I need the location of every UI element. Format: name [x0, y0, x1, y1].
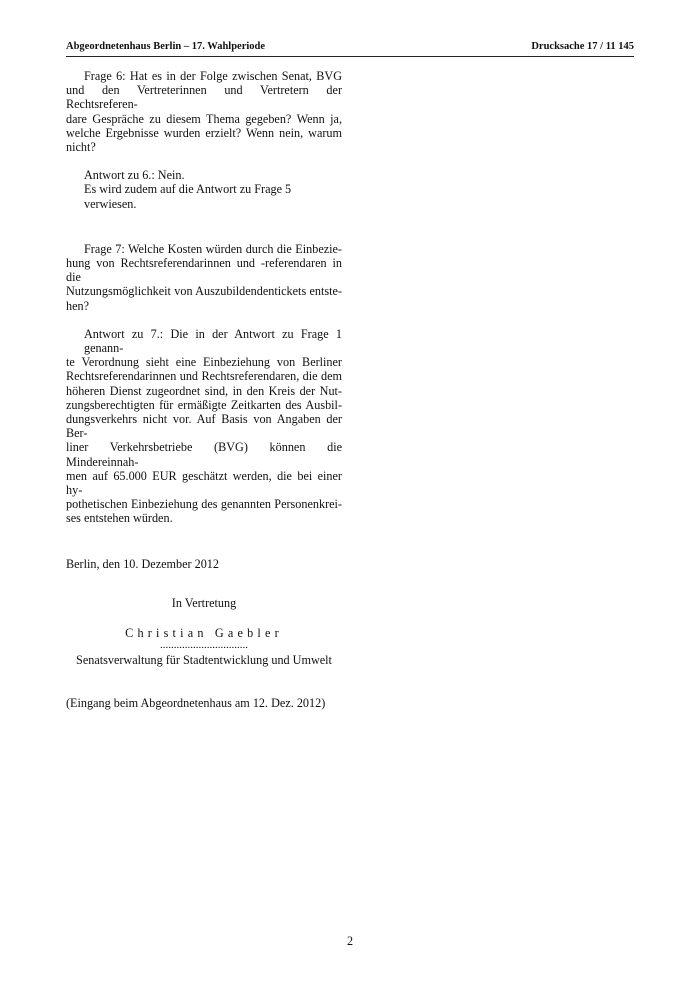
question-6-line: Frage 6: Hat es in der Folge zwischen Senat, BVG	[84, 69, 342, 83]
answer-7-line: Rechtsreferendarinnen und Rechtsreferendaren, die dem	[66, 369, 342, 384]
signer-name: Christian Gaebler	[125, 626, 283, 641]
answer-7-line: dungsverkehrs nicht vor. Auf Basis von Angaben der Ber-	[66, 412, 342, 441]
answer-7-line: liner Verkehrsbetriebe (BVG) können die Mindereinnah-	[66, 440, 342, 469]
answer-7-line: men auf 65.000 EUR geschätzt werden, die bei einer hy-	[66, 468, 342, 498]
answer-7-line: ses entstehen würden.	[66, 511, 173, 526]
question-7-line: hung von Rechtsreferendarinnen und -referendaren in die	[66, 256, 342, 285]
question-6-line: welche Ergebnisse wurden erzielt? Wenn nein, warum	[66, 125, 342, 140]
question-6-line: dare Gespräche zu diesem Thema gegeben? Wenn ja,	[66, 111, 342, 126]
representation-note: In Vertretung	[171, 595, 237, 610]
answer-7-line: Antwort zu 7.: Die in der Antwort zu Frage 1 genann-	[84, 326, 342, 356]
question-7-line: Frage 7: Welche Kosten würden durch die Einbezie-	[84, 241, 342, 256]
question-7-line: hen?	[66, 298, 90, 313]
header-document-number: Drucksache 17 / 11 145	[531, 41, 634, 52]
answer-6-line: Es wird zudem auf die Antwort zu Frage 5 verwiesen.	[84, 182, 292, 211]
answer-7-line: zungsberechtigten für ermäßigte Zeitkarten des Ausbil-	[66, 397, 342, 412]
page-number: 2	[346, 934, 354, 948]
answer-7-line: höheren Dienst zugeordnet sind, in den Kreis der Nut-	[66, 383, 342, 398]
answer-6	[66, 168, 342, 211]
place-date: Berlin, den 10. Dezember 2012	[66, 556, 219, 571]
question-6-line: und den Vertreterinnen und Vertretern der Rechtsreferen-	[66, 83, 342, 112]
header-parliament: Abgeordnetenhaus Berlin – 17. Wahlperiode	[66, 41, 266, 52]
question-6-line: nicht?	[66, 140, 96, 155]
page-header	[66, 40, 634, 57]
department-name: Senatsverwaltung für Stadtentwicklung und Umwelt	[76, 653, 332, 668]
answer-7	[66, 327, 342, 526]
answer-7-line: pothetischen Einbeziehung des genannten Personenkrei-	[66, 497, 342, 512]
receipt-note: (Eingang beim Abgeordnetenhaus am 12. Dez. 2012)	[66, 695, 326, 710]
question-7-line: Nutzungsmöglichkeit von Auszubildendentickets entste-	[66, 284, 342, 299]
main-column	[66, 69, 342, 710]
question-6	[66, 69, 342, 154]
answer-6-line: Antwort zu 6.: Nein.	[84, 168, 185, 183]
answer-7-line: te Verordnung sieht eine Einbeziehung von Berliner	[66, 355, 342, 370]
question-7	[66, 242, 342, 313]
signature-dots: ................................	[160, 639, 248, 652]
